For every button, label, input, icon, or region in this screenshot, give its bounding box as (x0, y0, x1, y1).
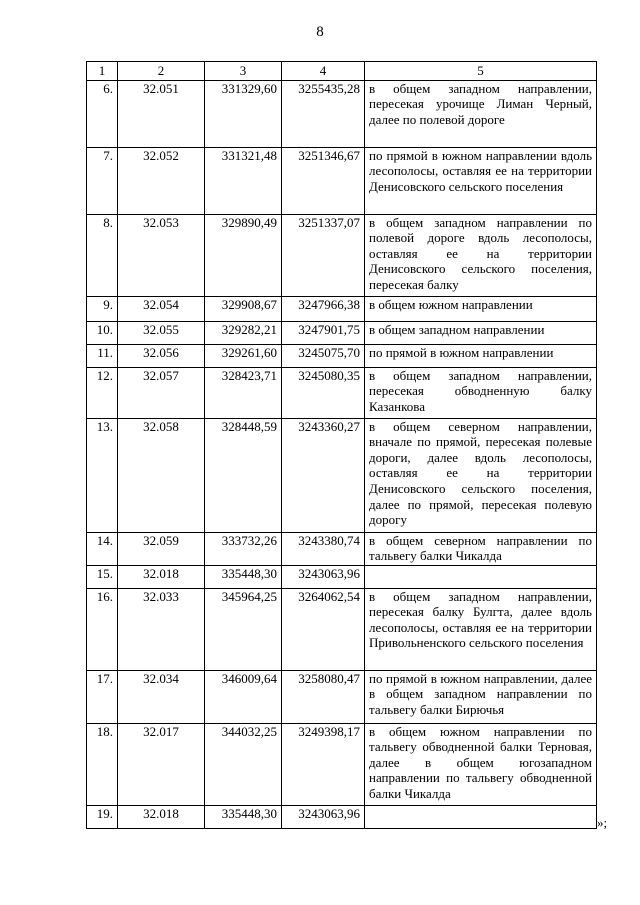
row-number: 15. (87, 565, 118, 588)
boundary-table (86, 61, 597, 829)
boundary-description: по прямой в южном направлении (365, 344, 597, 367)
coordinate-x: 331321,48 (205, 147, 282, 214)
boundary-description: в общем северном направлении по тальвегу балки Чикалда (365, 532, 597, 565)
table-row (87, 296, 597, 321)
table-row (87, 367, 597, 418)
coordinate-x: 344032,25 (205, 723, 282, 805)
coordinate-y: 3245080,35 (282, 367, 365, 418)
coordinate-y: 3251346,67 (282, 147, 365, 214)
page-number: 8 (316, 24, 324, 40)
closing-quote: »; (597, 815, 608, 830)
point-code: 32.058 (118, 418, 205, 532)
coordinate-y: 3258080,47 (282, 670, 365, 723)
row-number: 6. (87, 80, 118, 147)
boundary-description: в общем южном направлении (365, 296, 597, 321)
coordinate-x: 328423,71 (205, 367, 282, 418)
point-code: 32.053 (118, 214, 205, 296)
coordinate-x: 345964,25 (205, 588, 282, 670)
point-code: 32.055 (118, 321, 205, 344)
table-row (87, 670, 597, 723)
row-number: 8. (87, 214, 118, 296)
point-code: 32.056 (118, 344, 205, 367)
row-number: 19. (87, 805, 118, 828)
coordinate-y: 3243380,74 (282, 532, 365, 565)
boundary-description: в общем западном направлении, пересекая урочище Лиман Черный, далее по полевой дороге (365, 80, 597, 147)
point-code: 32.018 (118, 805, 205, 828)
point-code: 32.052 (118, 147, 205, 214)
boundary-description: в общем западном направлении, пересекая обводненную балку Казанкова (365, 367, 597, 418)
coordinate-x: 331329,60 (205, 80, 282, 147)
boundary-description: в общем северном направлении, вначале по прямой, пересекая полевые дороги, далее вдоль лесополосы, оставляя ее на территории Денисовского сельского поселения, далее по прямой, пересекая полевую дорогу (365, 418, 597, 532)
coordinate-y: 3243360,27 (282, 418, 365, 532)
boundary-description (365, 565, 597, 588)
row-number: 16. (87, 588, 118, 670)
coordinate-x: 335448,30 (205, 565, 282, 588)
boundary-description: в общем западном направлении (365, 321, 597, 344)
boundary-description: в общем западном направлении по полевой дороге вдоль лесополосы, оставляя ее на территории Денисовского сельского поселения, пересекая балку (365, 214, 597, 296)
row-number: 12. (87, 367, 118, 418)
coordinate-x: 329261,60 (205, 344, 282, 367)
row-number: 18. (87, 723, 118, 805)
header-cell-1: 1 (87, 62, 118, 81)
row-number: 10. (87, 321, 118, 344)
coordinate-y: 3251337,07 (282, 214, 365, 296)
coordinate-y: 3247901,75 (282, 321, 365, 344)
coordinate-y: 3247966,38 (282, 296, 365, 321)
table-row (87, 805, 597, 828)
boundary-description: в общем западном направлении, пересекая балку Булгта, далее вдоль лесополосы, оставляя ее на территории Привольненского сельского поселения (365, 588, 597, 670)
row-number: 11. (87, 344, 118, 367)
coordinate-x: 329282,21 (205, 321, 282, 344)
boundary-description: по прямой в южном направлении вдоль лесополосы, оставляя ее на территории Денисовского сельского поселения (365, 147, 597, 214)
table-row (87, 80, 597, 147)
point-code: 32.017 (118, 723, 205, 805)
table-row (87, 418, 597, 532)
table-row (87, 588, 597, 670)
point-code: 32.051 (118, 80, 205, 147)
table-row (87, 565, 597, 588)
point-code: 32.033 (118, 588, 205, 670)
boundary-description (365, 805, 597, 828)
coordinate-x: 346009,64 (205, 670, 282, 723)
row-number: 13. (87, 418, 118, 532)
coordinate-y: 3245075,70 (282, 344, 365, 367)
coordinate-y: 3249398,17 (282, 723, 365, 805)
table-row (87, 214, 597, 296)
table-row (87, 532, 597, 565)
coordinate-y: 3255435,28 (282, 80, 365, 147)
point-code: 32.034 (118, 670, 205, 723)
point-code: 32.054 (118, 296, 205, 321)
table-row (87, 147, 597, 214)
header-cell-5: 5 (365, 62, 597, 81)
row-number: 7. (87, 147, 118, 214)
row-number: 14. (87, 532, 118, 565)
table-header-row (87, 62, 597, 81)
row-number: 9. (87, 296, 118, 321)
coordinate-y: 3243063,96 (282, 565, 365, 588)
coordinate-y: 3243063,96 (282, 805, 365, 828)
table-row (87, 321, 597, 344)
header-cell-4: 4 (282, 62, 365, 81)
header-cell-3: 3 (205, 62, 282, 81)
boundary-description: в общем южном направлении по тальвегу обводненной балки Терновая, далее в общем югозападном направлении по тальвегу обводненной балки Чикалда (365, 723, 597, 805)
coordinate-x: 335448,30 (205, 805, 282, 828)
point-code: 32.057 (118, 367, 205, 418)
row-number: 17. (87, 670, 118, 723)
coordinate-x: 329908,67 (205, 296, 282, 321)
coordinate-x: 329890,49 (205, 214, 282, 296)
coordinate-x: 328448,59 (205, 418, 282, 532)
header-cell-2: 2 (118, 62, 205, 81)
coordinate-y: 3264062,54 (282, 588, 365, 670)
boundary-description: по прямой в южном направлении, далее в общем западном направлении по тальвегу балки Бирючья (365, 670, 597, 723)
point-code: 32.059 (118, 532, 205, 565)
table-row (87, 723, 597, 805)
table-row (87, 344, 597, 367)
point-code: 32.018 (118, 565, 205, 588)
coordinate-x: 333732,26 (205, 532, 282, 565)
